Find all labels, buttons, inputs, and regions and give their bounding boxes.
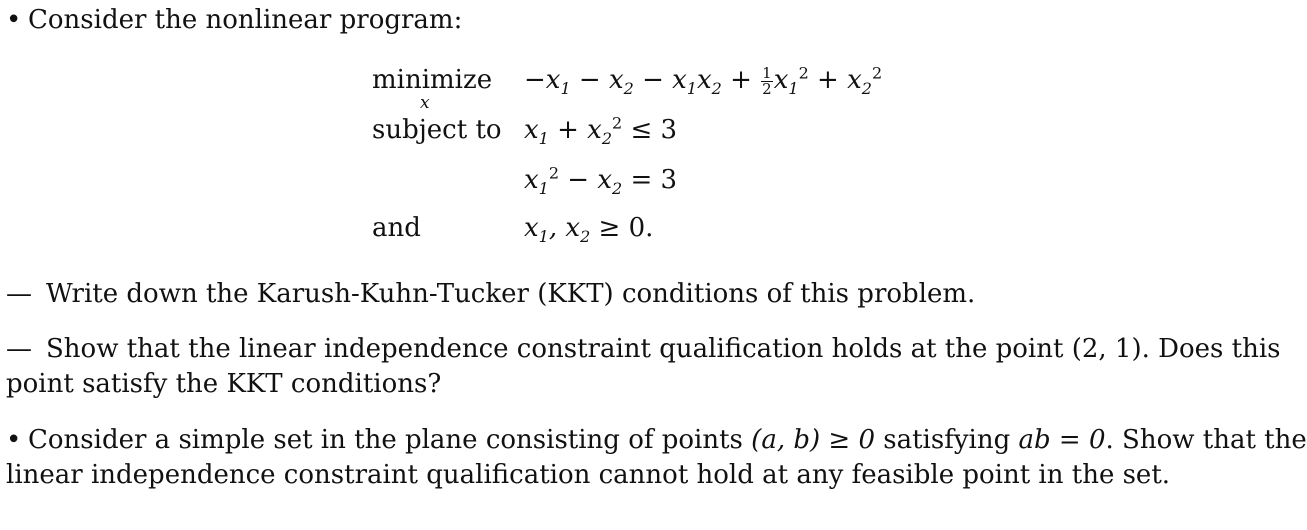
second-math-points: (a, b) ≥ 0 <box>751 425 875 455</box>
bullet-icon: • <box>6 5 22 35</box>
question-licq-text-line2: point satisfy the KKT conditions? <box>6 369 442 399</box>
intro-line <box>6 4 462 36</box>
question-licq-text-post: . Does this <box>1141 334 1281 364</box>
minimize-label: minimize <box>372 65 493 95</box>
one-half-fraction: $\frac{1}{2}$ <box>762 63 772 98</box>
constraint-equality: $x_1^2 - x_2 = 3$ <box>524 163 678 199</box>
question-licq-text-pre: Show that the linear independence constraint qualification holds at the point <box>46 334 1072 364</box>
minimize-variable: x <box>420 93 430 113</box>
subject-to-label: subject to <box>372 115 502 145</box>
dash-icon: — <box>6 334 32 364</box>
second-text-post: . Show that the <box>1105 425 1307 455</box>
question-licq-line1 <box>6 333 1280 365</box>
intro-text: Consider the nonlinear program: <box>28 5 463 35</box>
question-licq-point: (2, 1) <box>1071 334 1142 364</box>
question-licq-line2 <box>6 368 441 400</box>
second-text-mid: satisfying <box>875 425 1019 455</box>
and-label: and <box>372 213 421 243</box>
second-text-line2: linear independence constraint qualification cannot hold at any feasible point in the set. <box>6 460 1171 490</box>
objective-function: $-x_1 - x_2 - x_1x_2$ + $\frac{1}{2}$ $x_1^2 + x_2^2$ <box>524 63 883 99</box>
constraint-inequality: $x_1 + x_2^2 \le 3$ <box>524 113 678 149</box>
second-math-product: ab = 0 <box>1018 425 1106 455</box>
question-kkt <box>6 278 975 310</box>
bullet-icon: • <box>6 425 22 455</box>
second-text-pre: Consider a simple set in the plane consisting of points <box>28 425 752 455</box>
question-kkt-text: Write down the Karush-Kuhn-Tucker (KKT) conditions of this problem. <box>46 279 976 309</box>
second-problem-line1 <box>6 424 1307 456</box>
constraint-nonnegativity: $x_1$, $x_2 \ge 0$. <box>524 213 654 247</box>
dash-icon: — <box>6 279 32 309</box>
second-problem-line2 <box>6 459 1170 491</box>
